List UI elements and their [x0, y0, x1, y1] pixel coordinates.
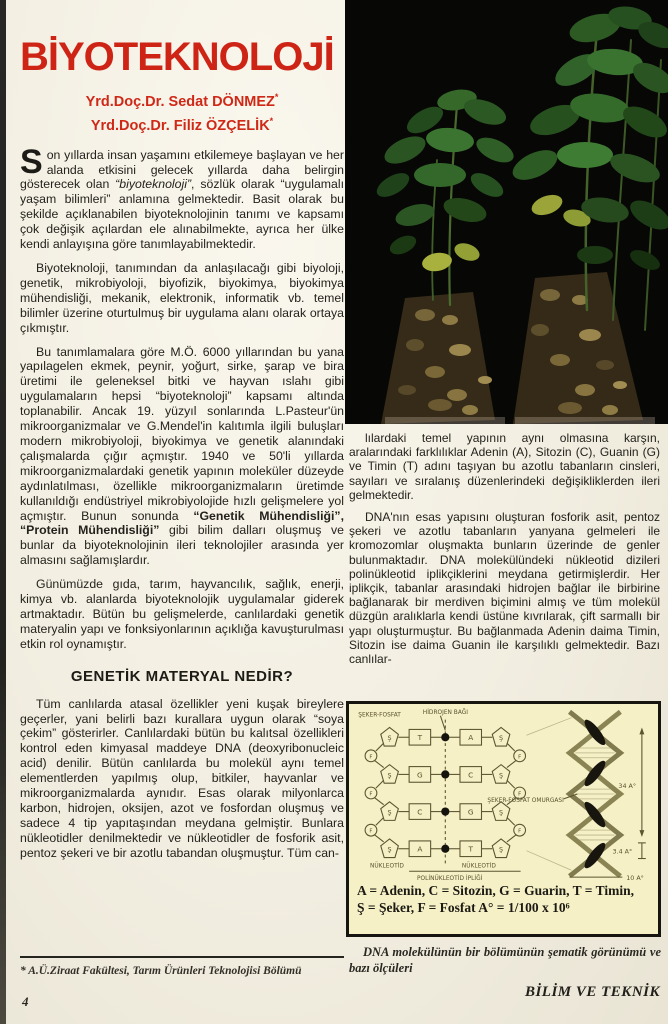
legend-line-1: A = Adenin, C = Sitozin, G = Guarin, T = Timin,: [357, 883, 634, 898]
dim-34-label: 34 A°: [618, 783, 637, 791]
svg-text:G: G: [417, 770, 423, 780]
svg-text:F: F: [369, 791, 373, 798]
author-line: Yrd.Doç.Dr. Sedat DÖNMEZ*: [85, 92, 279, 110]
svg-text:Ş: Ş: [499, 735, 504, 743]
svg-text:G: G: [467, 807, 474, 817]
article-body-right: [349, 431, 660, 666]
figure-legend: [349, 882, 658, 916]
svg-text:C: C: [417, 807, 423, 817]
svg-text:Ş: Ş: [387, 772, 392, 780]
left-column: [20, 34, 344, 870]
dna-figure-box: [346, 701, 661, 937]
svg-text:A: A: [468, 733, 474, 743]
svg-text:T: T: [417, 733, 423, 743]
svg-text:Ş: Ş: [387, 809, 392, 817]
svg-text:Ş: Ş: [499, 772, 504, 780]
footnote: * A.Ü.Ziraat Fakültesi, Tarım Ürünleri Teknolojisi Bölümü: [20, 956, 344, 977]
svg-text:Ş: Ş: [499, 809, 504, 817]
paragraph: Tüm canlılarda atasal özellikler yeni kuşak bireylere geçerler, yani belirli bazı kurallara uygun olarak “soya çekim” gösterirler. Canlılardaki bütün bu kalıtsal özellikleri kontrol eden kimyasal maddeye DNA (deoxyribonucleic acid) denilir. Bütün canlılarda bu molekül aynı temel elementlerden yapılmış olup, bitkiler, hayvanlar ve mikroorganizmalarda aynıdır. Esas olarak milyonlarca karbon, hidrojen, oksijen, azot ve fosfordan oluşmuş ve sadece 4 tip yapıtaşından meydana gelmiştir. Bunlara nükleotidler denilmektedir ve nükleotidler de fosforik asit, pentoz şekeri ve bir azotlu tabandan oluşmuştur. Tüm can-: [20, 696, 344, 860]
section-heading: GENETİK MATERYAL NEDİR?: [70, 667, 294, 685]
polynucleotide-label: POLİNÜKLEOTİD İPLİĞİ: [416, 876, 483, 882]
figure-caption: DNA molekülünün bir bölümünün şematik görünümü ve bazı ölçüleri: [349, 945, 661, 975]
dim-10-label: 10 A°: [626, 875, 644, 882]
backbone-label: ŞEKER-FOSFAT OMURGASI: [487, 797, 564, 804]
author-footnote-mark: *: [269, 115, 274, 126]
authors-block: [20, 88, 344, 136]
article-body-left: [20, 142, 345, 652]
author-line: Yrd.Doç.Dr. Filiz ÖZÇELİK*: [90, 115, 274, 134]
dna-diagram: [349, 704, 658, 882]
paragraph: Son yıllarda insan yaşamını etkilemeye başlayan ve her alanda etkisini gelecek yıllarda daha belirgin gösterecek olan “biyoteknoloji”, sözlük olarak “uygulamalı yaşam bilimleri” anlamına gelmektedir. Basit olarak bu şekilde açıklanabilen biyoteknolojinin tanımı ve kapsamı çok değişik açılardan ele alınabilmekte, ayrıca her ülke kendi anlayışına göre tanımlayabilmektedir.: [20, 142, 345, 252]
paragraph: Günümüzde gıda, tarım, hayvancılık, sağlık, enerji, kimya vb. alanlarda biyoteknolojik uygulamalar giderek artmaktadır. Bütün bu gelişmelerde, canlılardaki genetik materyalin yapı ve fonksiyonlarının açıklığa kavuşturulması etkin rol oynamıştır.: [20, 577, 344, 651]
article-body-section: [20, 697, 344, 861]
page-title: BİYOTEKNOLOJİ: [20, 35, 334, 79]
author-footnote-mark: *: [274, 92, 279, 102]
paragraph: DNA'nın esas yapısını oluşturan fosforik asit, pentoz şekeri ve azotlu tabanların yanyana gelmeleri ile kromozomlar oluşmakta bunların üzerinde de genler bulunmaktadır. DNA molekülündeki nükleotid dizileri polinükleotid iplikçiklerini meydana getirmişlerdir. Her iplikçik, tabanlar arasındaki hidrojen bağlar ile birbirine bağlanarak bir merdiven biçimini almış ve tüm molekül düzgün aralıklarla kendi üstüne kıvrılarak, çift sarmallı bir yapı oluşturmuştur. Bu bağlanmada Adenin daima Timin, Sitozin ise daima Guanin ile karşılıklı gelmektedir. Bazı canlılar-: [349, 510, 660, 667]
svg-text:F: F: [369, 828, 373, 835]
svg-text:F: F: [518, 791, 522, 798]
scan-edge-shadow: [0, 0, 6, 1024]
svg-text:T: T: [468, 844, 473, 854]
right-column: [349, 431, 660, 674]
sugar-phosphate-label: ŞEKER-FOSFAT: [358, 712, 401, 719]
svg-text:A: A: [417, 844, 423, 854]
svg-text:F: F: [518, 754, 522, 761]
hydrogen-bond-label: HİDROJEN BAĞI: [422, 709, 469, 716]
paragraph: lılardaki temel yapının aynı olmasına karşın, aralarındaki farklılıklar Adenin (A), Sitozin (C), Guanin (G) ve Timin (T) adını taşıyan bu azotlu tabanların cinsleri, sayıları ve sıralanış düzenlerindeki değişikliklerden ileri gelmektedir.: [349, 431, 660, 502]
svg-text:Ş: Ş: [499, 846, 504, 854]
plants-photo: [345, 0, 668, 424]
paragraph: Bu tanımlamalara göre M.Ö. 6000 yıllarından bu yana yapılagelen ekmek, peynir, yoğurt, sirke, şarap ve bira üretimi ile geleneksel bitki ve hayvan ıslahı gibi uygulamaların hepsi “biyoteknoloji” kapsamı altında toplanabilir. Ancak 19. yüzyıl sonlarında L.Pasteur'ün mikroorganizmalar ve G.Mendel'in kalıtımla ilgili buluşları modern mikrobiyoloji, biyokimya ve genetik alanındaki çalışmalarda çığır açmıştır. 1940 ve 50'li yıllarda mikroorganizmalardaki genetik yapının moleküler düzeyde aydınlatılması, özellikle mikroorganizmaların üretimde kullanıldığı endüstriyel mikrobiyolojide hızlı gelişmelere yol açmıştır. Bunun sonunda “Genetik Mühendisliği”, “Protein Mühendisliği” gibi bilim dalları oluşmuş ve bunlar da biyoteknolojinin ileri teknolojiler arasında yer almasını sağlamışlardır.: [20, 344, 344, 568]
svg-text:F: F: [369, 754, 373, 761]
paragraph: Biyoteknoloji, tanımından da anlaşılacağı gibi biyoloji, genetik, mikrobiyoloji, biyofizik, biyokimya, biyokimya mühendisliği, mekanik, elektronik, informatik vb. temel bilimler üzerine oturtulmuş bir uygulama alanı olarak ortaya çıkmıştır.: [20, 261, 344, 335]
nucleotide-left-label: NÜKLEOTİD: [370, 863, 404, 870]
svg-text:F: F: [518, 828, 522, 835]
drop-cap: S: [20, 142, 43, 181]
magazine-name: BİLİM VE TEKNİK: [524, 984, 660, 1000]
page-number: 4: [22, 994, 29, 1009]
dim-3-4-label: 3.4 A°: [612, 848, 633, 856]
svg-text:Ş: Ş: [387, 846, 392, 854]
svg-text:C: C: [468, 770, 474, 780]
nucleotide-right-label: NÜKLEOTİD: [461, 863, 496, 870]
legend-line-2: Ş = Şeker, F = Fosfat A° = 1/100 x 10⁶: [357, 900, 570, 915]
svg-text:Ş: Ş: [387, 735, 392, 743]
